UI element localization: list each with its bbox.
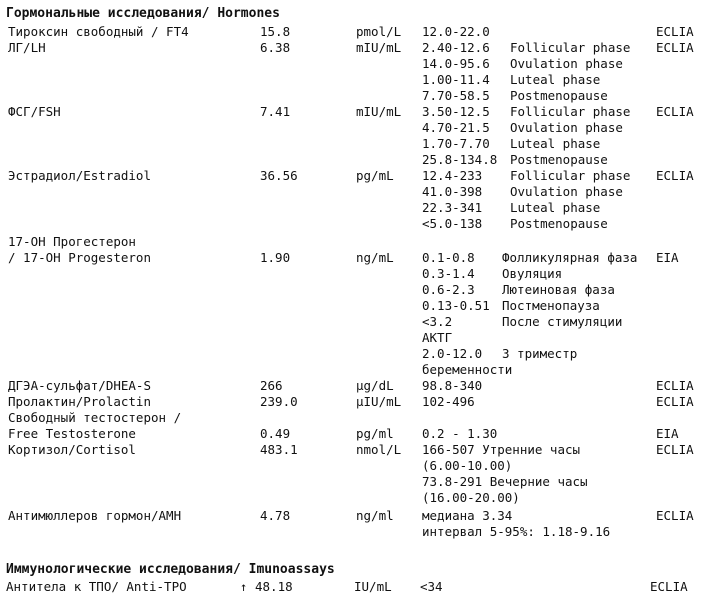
test-name: Тироксин свободный / FT4 bbox=[8, 24, 189, 39]
range-note: Postmenopause bbox=[510, 152, 608, 167]
reference-range: (16.00-20.00) bbox=[422, 490, 520, 505]
table-row bbox=[0, 410, 710, 426]
table-row bbox=[0, 442, 710, 458]
table-row bbox=[0, 88, 710, 104]
reference-range: 12.0-22.0 bbox=[422, 24, 490, 39]
reference-range: интервал 5-95%: 1.18-9.16 bbox=[422, 524, 611, 539]
range-note: Овуляция bbox=[502, 266, 563, 281]
test-unit: pg/mL bbox=[356, 168, 394, 183]
test-value: 36.56 bbox=[260, 168, 298, 183]
test-name: Антимюллеров гормон/AMH bbox=[8, 508, 182, 523]
range-note: Ovulation phase bbox=[510, 184, 623, 199]
range-note: Postmenopause bbox=[510, 216, 608, 231]
reference-range: беременности bbox=[422, 362, 513, 377]
test-unit: pg/ml bbox=[356, 426, 394, 441]
test-value: 15.8 bbox=[260, 24, 291, 39]
test-unit: ng/mL bbox=[356, 250, 394, 265]
table-row bbox=[0, 394, 710, 410]
test-name: Свободный тестостерон / bbox=[8, 410, 182, 425]
test-method: EIA bbox=[656, 250, 679, 265]
test-name: Эстрадиол/Estradiol bbox=[8, 168, 151, 183]
test-name: ЛГ/LH bbox=[8, 40, 46, 55]
test-name: 17-ОН Прогестерон bbox=[8, 234, 136, 249]
test-method: EIA bbox=[656, 426, 679, 441]
test-name: Кортизол/Cortisol bbox=[8, 442, 136, 457]
reference-range: 73.8-291 Вечерние часы bbox=[422, 474, 588, 489]
test-method: ECLIA bbox=[656, 104, 694, 119]
test-name: / 17-OH Progesteron bbox=[8, 250, 151, 265]
range-note: Постменопауза bbox=[502, 298, 600, 313]
test-value: 483.1 bbox=[260, 442, 298, 457]
table-row bbox=[0, 426, 710, 442]
test-unit: µg/dL bbox=[356, 378, 394, 393]
table-row bbox=[0, 24, 710, 40]
table-row bbox=[0, 474, 710, 490]
hormones-section-title: Гормональные исследования/ Hormones bbox=[6, 6, 280, 21]
reference-range: медиана 3.34 bbox=[422, 508, 513, 523]
table-row bbox=[0, 120, 710, 136]
test-unit: ng/ml bbox=[356, 508, 394, 523]
reference-range: 14.0-95.6 bbox=[422, 56, 490, 71]
range-note: Luteal phase bbox=[510, 72, 601, 87]
reference-range: 0.6-2.3 bbox=[422, 282, 475, 297]
range-note: Follicular phase bbox=[510, 104, 631, 119]
range-note: Ovulation phase bbox=[510, 120, 623, 135]
test-value: 4.78 bbox=[260, 508, 291, 523]
reference-range: 25.8-134.8 bbox=[422, 152, 498, 167]
table-row bbox=[0, 330, 710, 346]
range-note: 3 триместр bbox=[502, 346, 578, 361]
reference-range: 2.40-12.6 bbox=[422, 40, 490, 55]
range-note: Luteal phase bbox=[510, 136, 601, 151]
reference-range: 41.0-398 bbox=[422, 184, 483, 199]
table-row bbox=[0, 314, 710, 330]
range-note: После стимуляции bbox=[502, 314, 623, 329]
table-row bbox=[0, 56, 710, 72]
reference-range: 3.50-12.5 bbox=[422, 104, 490, 119]
reference-range: 0.1-0.8 bbox=[422, 250, 475, 265]
test-method: ECLIA bbox=[656, 394, 694, 409]
reference-range: 22.3-341 bbox=[422, 200, 483, 215]
table-row bbox=[0, 200, 710, 216]
range-note: Follicular phase bbox=[510, 40, 631, 55]
reference-range: 2.0-12.0 bbox=[422, 346, 483, 361]
table-row bbox=[0, 490, 710, 506]
test-unit: mIU/mL bbox=[356, 40, 402, 55]
table-row bbox=[0, 152, 710, 168]
table-row bbox=[0, 378, 710, 394]
test-value: 1.90 bbox=[260, 250, 291, 265]
reference-range: (6.00-10.00) bbox=[422, 458, 513, 473]
range-note: Ovulation phase bbox=[510, 56, 623, 71]
reference-range: 0.3-1.4 bbox=[422, 266, 475, 281]
test-method: ECLIA bbox=[656, 24, 694, 39]
reference-range: 0.13-0.51 bbox=[422, 298, 490, 313]
reference-range: 1.00-11.4 bbox=[422, 72, 490, 87]
range-note: Фолликулярная фаза bbox=[502, 250, 638, 265]
table-row bbox=[0, 250, 710, 266]
table-row bbox=[0, 362, 710, 378]
test-unit: mIU/mL bbox=[356, 104, 402, 119]
table-row bbox=[0, 234, 710, 250]
test-method: ECLIA bbox=[656, 508, 694, 523]
range-note: Лютеиновая фаза bbox=[502, 282, 615, 297]
table-row bbox=[0, 72, 710, 88]
test-unit: µIU/mL bbox=[356, 394, 402, 409]
reference-range: 0.2 - 1.30 bbox=[422, 426, 498, 441]
reference-range: 12.4-233 bbox=[422, 168, 483, 183]
table-row bbox=[0, 508, 710, 524]
test-name: Антитела к ТПО/ Anti-TPO bbox=[6, 579, 187, 594]
test-name: Пролактин/Prolactin bbox=[8, 394, 151, 409]
test-unit: IU/mL bbox=[354, 579, 392, 594]
arrow-up-icon: ↑ bbox=[240, 580, 248, 594]
reference-range: 166-507 Утренние часы bbox=[422, 442, 581, 457]
range-note: Postmenopause bbox=[510, 88, 608, 103]
table-row bbox=[0, 298, 710, 314]
range-note: Follicular phase bbox=[510, 168, 631, 183]
test-name: ДГЭА-сульфат/DHEA-S bbox=[8, 378, 151, 393]
table-row bbox=[0, 458, 710, 474]
table-row bbox=[0, 184, 710, 200]
range-note: Luteal phase bbox=[510, 200, 601, 215]
table-row bbox=[0, 282, 710, 298]
test-method: ECLIA bbox=[650, 579, 688, 594]
test-method: ECLIA bbox=[656, 168, 694, 183]
test-method: ECLIA bbox=[656, 442, 694, 457]
table-row bbox=[0, 168, 710, 184]
table-row bbox=[0, 136, 710, 152]
table-row bbox=[0, 40, 710, 56]
reference-range: <5.0-138 bbox=[422, 216, 483, 231]
reference-range: <34 bbox=[420, 579, 443, 594]
table-row bbox=[0, 266, 710, 282]
test-method: ECLIA bbox=[656, 378, 694, 393]
table-row bbox=[0, 579, 710, 595]
reference-range: 4.70-21.5 bbox=[422, 120, 490, 135]
reference-range: АКТГ bbox=[422, 330, 453, 345]
test-value: 266 bbox=[260, 378, 283, 393]
reference-range: 98.8-340 bbox=[422, 378, 483, 393]
test-name: Free Testosterone bbox=[8, 426, 136, 441]
test-value: 48.18 bbox=[255, 579, 293, 594]
table-row bbox=[0, 524, 710, 540]
reference-range: <3.2 bbox=[422, 314, 453, 329]
table-row bbox=[0, 346, 710, 362]
test-value: 0.49 bbox=[260, 426, 291, 441]
test-value: 7.41 bbox=[260, 104, 291, 119]
reference-range: 1.70-7.70 bbox=[422, 136, 490, 151]
test-name: ФСГ/FSH bbox=[8, 104, 61, 119]
table-row bbox=[0, 104, 710, 120]
table-row bbox=[0, 216, 710, 232]
test-value: 239.0 bbox=[260, 394, 298, 409]
immuno-section-title: Иммунологические исследования/ Imunoassays bbox=[6, 562, 335, 577]
reference-range: 102-496 bbox=[422, 394, 475, 409]
test-method: ECLIA bbox=[656, 40, 694, 55]
test-unit: pmol/L bbox=[356, 24, 402, 39]
test-value: 6.38 bbox=[260, 40, 291, 55]
test-unit: nmol/L bbox=[356, 442, 402, 457]
reference-range: 7.70-58.5 bbox=[422, 88, 490, 103]
